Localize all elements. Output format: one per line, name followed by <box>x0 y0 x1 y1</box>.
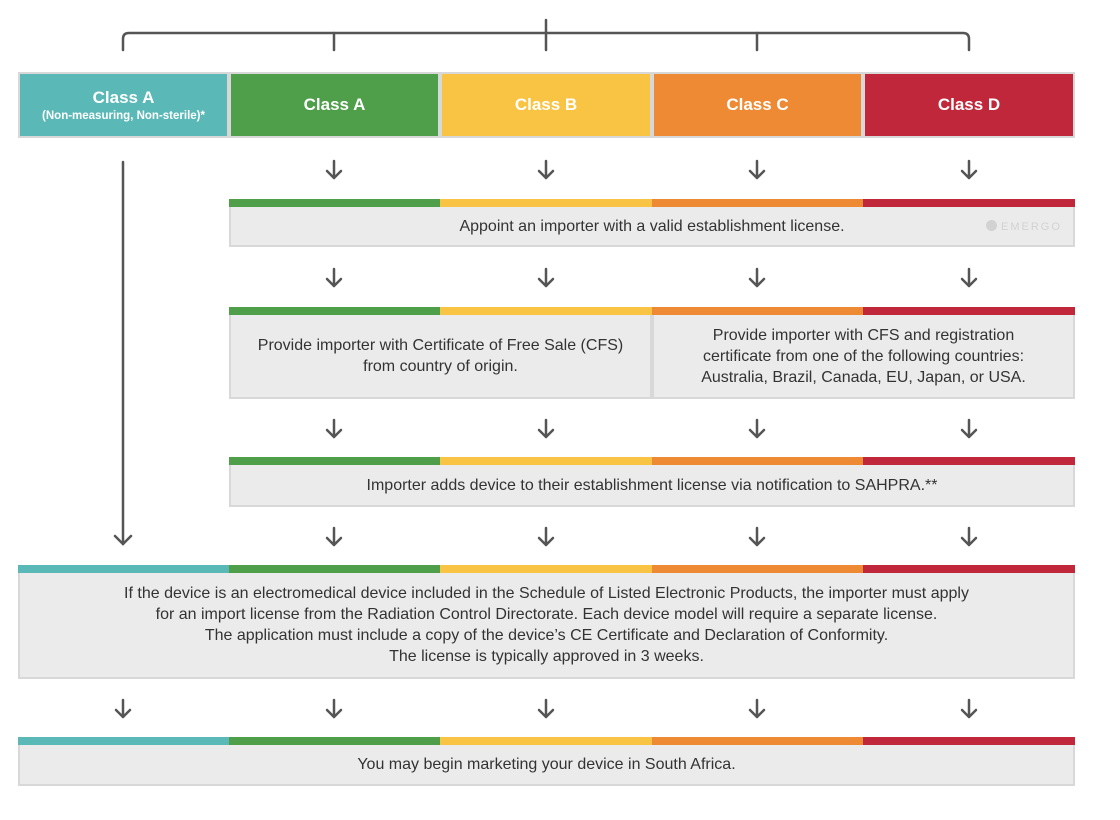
arrow-down-icon <box>750 269 764 286</box>
step-appoint-importer-text: Appoint an importer with a valid establishment license. <box>459 217 845 235</box>
arrow-down-icon <box>750 700 764 717</box>
arrow-down-icon <box>539 269 553 286</box>
arrow-down-icon <box>327 528 341 545</box>
arrow-down-icon <box>539 161 553 178</box>
header-class-b-label: Class B <box>514 95 578 114</box>
step-cfs-left-line: Provide importer with Certificate of Free Sale (CFS) <box>257 337 624 354</box>
header-class-a <box>229 72 440 138</box>
header-class-a-special <box>18 72 229 138</box>
arrow-down-icon <box>327 700 341 717</box>
arrow-down-icon <box>116 700 130 717</box>
step-cfs-class-a-b <box>229 315 652 399</box>
step-electromedical-line: The application must include a copy of the device’s CE Certificate and Declaration of Conformity. <box>204 627 889 644</box>
step-cfs-class-c-d <box>652 315 1075 399</box>
arrow-down-icon <box>539 700 553 717</box>
arrow-down-icon <box>962 161 976 178</box>
step-cfs-right-line: Provide importer with CFS and registration <box>712 326 1015 344</box>
step-cfs-right-line: certificate from one of the following countries: <box>702 347 1025 365</box>
stripe-red <box>863 737 1075 745</box>
stripe-orange <box>652 307 863 315</box>
stripe-green <box>229 737 440 745</box>
stripe-green <box>229 565 440 573</box>
stripe-red <box>863 565 1075 573</box>
arrow-down-icon <box>750 528 764 545</box>
step-begin-marketing-text: You may begin marketing your device in South Africa. <box>357 756 736 773</box>
stripe-yellow <box>440 457 652 465</box>
arrow-down-icon <box>750 161 764 178</box>
stripe-yellow <box>440 307 652 315</box>
arrow-down-icon <box>750 420 764 437</box>
stripe-yellow <box>440 199 652 207</box>
step-electromedical-line: for an import license from the Radiation Control Directorate. Each device model will require a separate license. <box>155 606 938 623</box>
step-importer-adds-text: Importer adds device to their establishment license via notification to SAHPRA.** <box>366 476 938 494</box>
header-class-a-special-note: (Non-measuring, Non-sterile)* <box>42 110 205 122</box>
arrow-down-icon <box>962 700 976 717</box>
arrow-down-icon <box>962 528 976 545</box>
stripe-orange <box>652 737 863 745</box>
step-importer-adds-device <box>229 465 1075 507</box>
arrow-down-icon <box>962 420 976 437</box>
header-class-a-label: Class A <box>303 95 366 114</box>
header-class-c <box>652 72 863 138</box>
step-electromedical-line: If the device is an electromedical device included in the Schedule of Listed Electronic Products, the importer must apply <box>124 585 969 602</box>
stripe-red <box>863 199 1075 207</box>
step-appoint-importer <box>229 207 1075 247</box>
arrow-down-icon <box>962 269 976 286</box>
header-class-d-label: Class D <box>937 95 1001 114</box>
stripe-green <box>229 307 440 315</box>
step-begin-marketing <box>18 745 1075 786</box>
stripe-orange <box>652 565 863 573</box>
arrow-down-icon <box>327 269 341 286</box>
stripe-orange <box>652 457 863 465</box>
header-class-a-special-title: Class A <box>92 88 155 107</box>
stripe-yellow <box>440 565 652 573</box>
arrow-down-icon <box>539 528 553 545</box>
stripe-green <box>229 457 440 465</box>
step-electromedical-license <box>18 573 1075 679</box>
emergo-watermark <box>986 220 1062 233</box>
emergo-logo-icon <box>986 220 997 231</box>
stripe-yellow <box>440 737 652 745</box>
step-electromedical-line: The license is typically approved in 3 weeks. <box>389 648 704 665</box>
stripe-red <box>863 307 1075 315</box>
stripe-orange <box>652 199 863 207</box>
arrow-down-icon <box>327 161 341 178</box>
stripe-green <box>229 199 440 207</box>
arrow-down-icon <box>327 420 341 437</box>
arrow-down-icon <box>539 420 553 437</box>
emergo-watermark-text: EMERGO <box>1001 221 1062 233</box>
step-cfs-left-line: from country of origin. <box>363 358 518 375</box>
header-class-b <box>440 72 652 138</box>
stripe-teal <box>18 737 229 745</box>
header-class-c-label: Class C <box>726 95 789 114</box>
header-class-d <box>863 72 1075 138</box>
stripe-teal <box>18 565 229 573</box>
stripe-red <box>863 457 1075 465</box>
step-cfs-right-line: Australia, Brazil, Canada, EU, Japan, or USA. <box>701 368 1026 386</box>
